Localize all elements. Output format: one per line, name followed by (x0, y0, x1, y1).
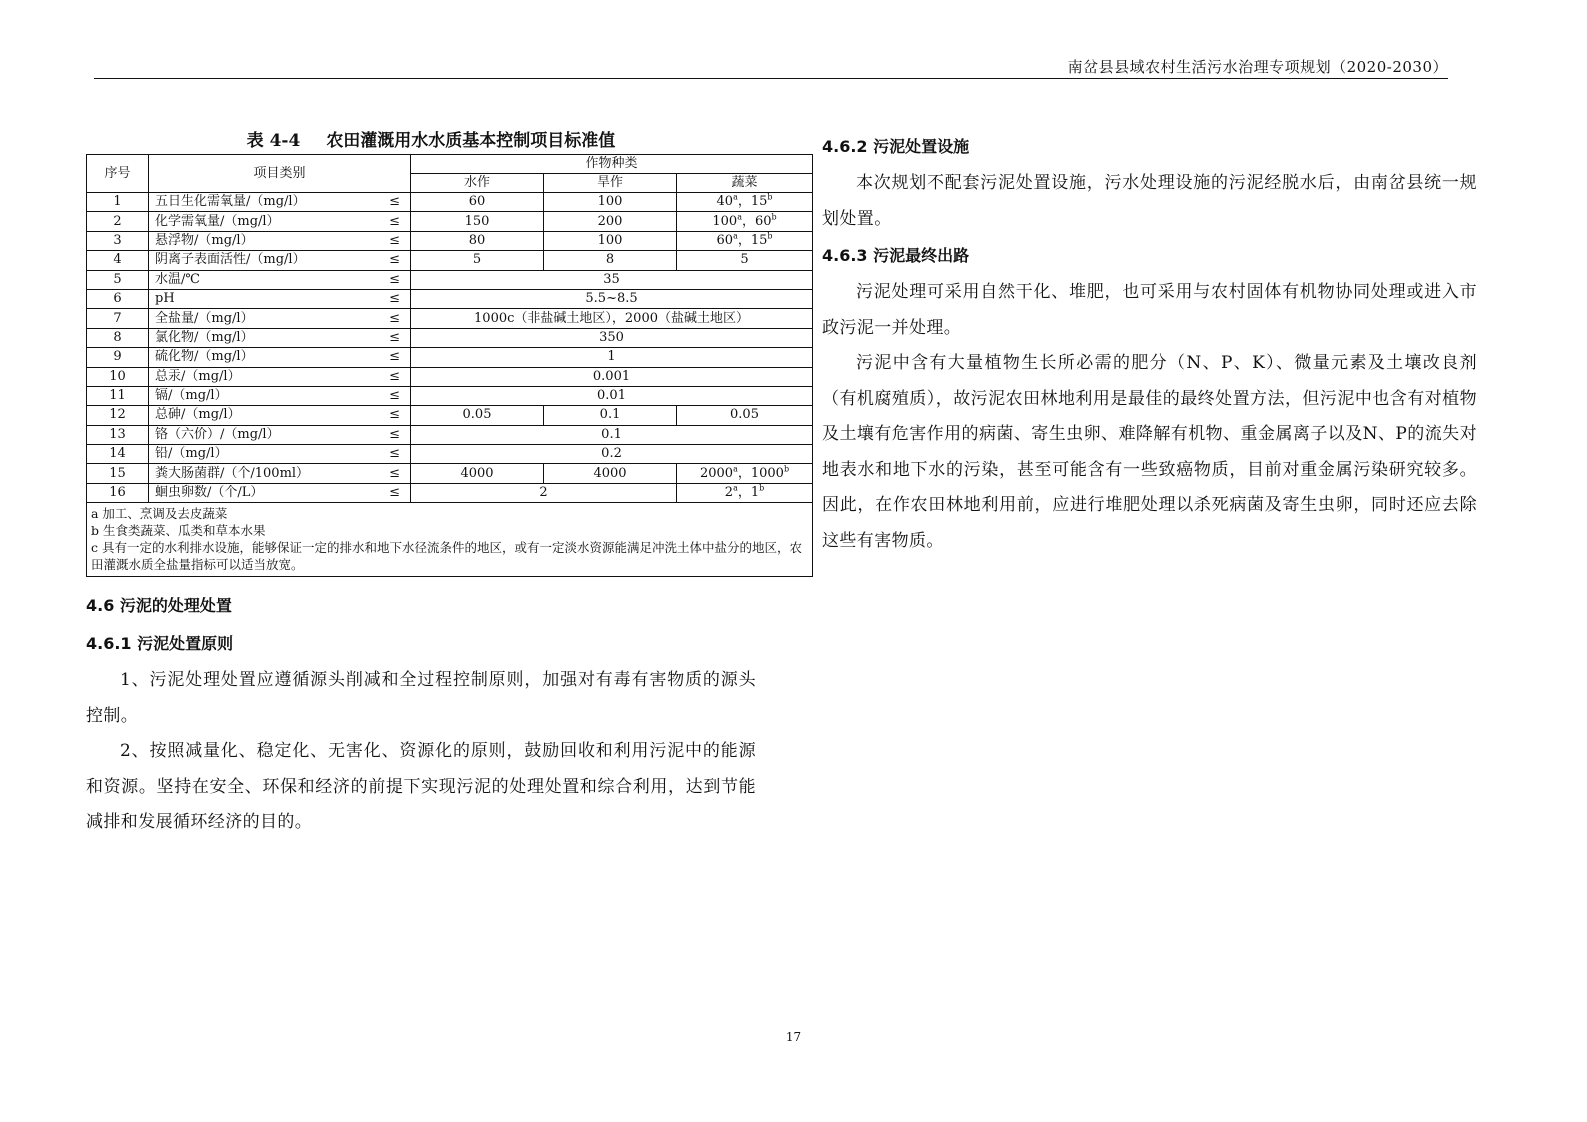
cell-all-crops: 1 (411, 348, 813, 367)
heading-4-6-3: 4.6.3 污泥最终出路 (822, 246, 970, 265)
cell-veg: 0.05 (677, 406, 813, 425)
cell-le-sign: ≤ (341, 309, 411, 328)
cell-item-name: 全盐量/（mg/l） (149, 309, 341, 328)
header-dry: 旱作 (544, 174, 677, 193)
header-seq: 序号 (87, 155, 149, 193)
cell-water: 150 (411, 212, 544, 231)
cell-all-crops: 350 (411, 328, 813, 347)
cell-veg: 5 (677, 251, 813, 270)
cell-all-crops: 0.1 (411, 425, 813, 444)
header-crop: 作物种类 (411, 155, 813, 174)
veg-value-a: 60 (716, 232, 734, 248)
cell-seq: 6 (87, 289, 149, 308)
veg-value-a: 2 (724, 485, 734, 501)
cell-veg (677, 483, 813, 502)
cell-seq: 11 (87, 386, 149, 405)
veg-value-b: ，60 (741, 213, 772, 229)
cell-le-sign: ≤ (341, 231, 411, 250)
cell-seq: 1 (87, 193, 149, 212)
table-row (87, 328, 813, 347)
cell-seq: 7 (87, 309, 149, 328)
cell-le-sign: ≤ (341, 193, 411, 212)
cell-dry: 0.1 (544, 406, 677, 425)
table-caption (106, 128, 756, 154)
cell-seq: 9 (87, 348, 149, 367)
table-note: a 加工、烹调及去皮蔬菜 (91, 506, 228, 522)
table-number: 表 4-4 (246, 131, 301, 151)
table-row (87, 193, 813, 212)
cell-item-name: 氯化物/（mg/l） (149, 328, 341, 347)
table-row (87, 212, 813, 231)
cell-item-name: 铬（六价）/（mg/l） (149, 425, 341, 444)
cell-dry: 200 (544, 212, 677, 231)
cell-veg (677, 231, 813, 250)
cell-le-sign: ≤ (341, 406, 411, 425)
superscript-b: b (771, 212, 777, 222)
running-header: 南岔县县域农村生活污水治理专项规划（2020-2030） (1067, 58, 1448, 76)
cell-item-name: 铅/（mg/l） (149, 445, 341, 464)
veg-value-b: ，1000 (737, 465, 784, 481)
cell-dry: 100 (544, 193, 677, 212)
veg-value-a: 2000 (699, 465, 734, 481)
header-veg: 蔬菜 (677, 174, 813, 193)
superscript-a: a (733, 483, 738, 493)
cell-seq: 13 (87, 425, 149, 444)
table-row (87, 367, 813, 386)
cell-item-name: 镉/（mg/l） (149, 386, 341, 405)
table-row (87, 464, 813, 483)
cell-water: 60 (411, 193, 544, 212)
table-row (87, 289, 813, 308)
superscript-b: b (767, 231, 773, 241)
cell-le-sign: ≤ (341, 464, 411, 483)
table-row (87, 251, 813, 270)
cell-le-sign: ≤ (341, 348, 411, 367)
superscript-a: a (737, 212, 742, 222)
table-row (87, 425, 813, 444)
heading-4-6-2: 4.6.2 污泥处置设施 (822, 137, 970, 156)
table-title: 农田灌溉用水水质基本控制项目标准值 (326, 131, 616, 151)
cell-seq: 3 (87, 231, 149, 250)
cell-veg (677, 193, 813, 212)
cell-seq: 12 (87, 406, 149, 425)
cell-le-sign: ≤ (341, 251, 411, 270)
cell-item-name: 蛔虫卵数/（个/L） (149, 483, 341, 502)
cell-item-name: 化学需氧量/（mg/l） (149, 212, 341, 231)
cell-item-name: 悬浮物/（mg/l） (149, 231, 341, 250)
table-row (87, 231, 813, 250)
cell-le-sign: ≤ (341, 386, 411, 405)
cell-dry: 4000 (544, 464, 677, 483)
table-note: c 具有一定的水利排水设施，能够保证一定的排水和地下水径流条件的地区，或有一定淡水资源能满足冲洗土体中盐分的地区，农田灌溉水质全盐量指标可以适当放宽。 (91, 540, 802, 573)
cell-le-sign: ≤ (341, 425, 411, 444)
cell-seq: 15 (87, 464, 149, 483)
paragraph-4-6-3-2: 污泥中含有大量植物生长所必需的肥分（N、P、K）、微量元素及土壤改良剂（有机腐殖质），故污泥农田林地利用是最佳的最终处置方法，但污泥中也含有对植物及土壤有危害作用的病菌、寄生虫卵、难降解有机物、重金属离子以及N、P的流失对地表水和地下水的污染，甚至可能含有一些致癌物质，目前对重金属污染研究较多。因此，在作农田林地利用前，应进行堆肥处理以杀死病菌及寄生虫卵，同时还应去除这些有害物质。 (822, 353, 1477, 551)
cell-water: 0.05 (411, 406, 544, 425)
cell-all-crops: 35 (411, 270, 813, 289)
cell-all-crops: 0.2 (411, 445, 813, 464)
table-notes (87, 503, 813, 577)
cell-item-name: 五日生化需氧量/（mg/l） (149, 193, 341, 212)
cell-seq: 16 (87, 483, 149, 502)
cell-item-name: 粪大肠菌群/（个/100ml） (149, 464, 341, 483)
cell-le-sign: ≤ (341, 328, 411, 347)
standards-table (86, 154, 813, 577)
paragraph-4-6-3-1: 污泥处理可采用自然干化、堆肥，也可采用与农村固体有机物协同处理或进入市政污泥一并处理。 (822, 282, 1477, 338)
cell-seq: 2 (87, 212, 149, 231)
cell-veg (677, 464, 813, 483)
cell-item-name: 硫化物/（mg/l） (149, 348, 341, 367)
paragraph-4-6-2: 本次规划不配套污泥处置设施，污水处理设施的污泥经脱水后，由南岔县统一规划处置。 (822, 173, 1477, 229)
cell-item-name: pH (149, 289, 341, 308)
header-item: 项目类别 (149, 155, 411, 193)
cell-dry: 100 (544, 231, 677, 250)
veg-value-b: ，15 (737, 232, 768, 248)
header-rule (94, 78, 1448, 79)
cell-dry: 8 (544, 251, 677, 270)
cell-le-sign: ≤ (341, 289, 411, 308)
veg-value-b: ，1 (737, 485, 760, 501)
heading-4-6-1: 4.6.1 污泥处置原则 (86, 634, 234, 654)
table-row (87, 445, 813, 464)
cell-le-sign: ≤ (341, 367, 411, 386)
veg-value-a: 40 (716, 194, 734, 210)
superscript-b: b (759, 483, 765, 493)
cell-all-crops: 0.01 (411, 386, 813, 405)
table-row (87, 406, 813, 425)
cell-seq: 5 (87, 270, 149, 289)
cell-water: 5 (411, 251, 544, 270)
table-header-row-1 (87, 155, 813, 174)
table-row (87, 270, 813, 289)
cell-all-crops: 0.001 (411, 367, 813, 386)
table-note: b 生食类蔬菜、瓜类和草本水果 (91, 523, 266, 539)
header-water: 水作 (411, 174, 544, 193)
cell-le-sign: ≤ (341, 445, 411, 464)
table-row (87, 483, 813, 502)
cell-item-name: 水温/℃ (149, 270, 341, 289)
cell-le-sign: ≤ (341, 212, 411, 231)
superscript-b: b (767, 192, 773, 202)
cell-le-sign: ≤ (341, 483, 411, 502)
superscript-a: a (733, 192, 738, 202)
cell-item-name: 阴离子表面活性/（mg/l） (149, 251, 341, 270)
cell-all-crops: 1000c（非盐碱土地区），2000（盐碱土地区） (411, 309, 813, 328)
superscript-a: a (733, 464, 738, 474)
cell-seq: 10 (87, 367, 149, 386)
cell-seq: 8 (87, 328, 149, 347)
cell-le-sign: ≤ (341, 270, 411, 289)
paragraph-4-6-1-2: 2、按照减量化、稳定化、无害化、资源化的原则，鼓励回收和利用污泥中的能源和资源。坚持在安全、环保和经济的前提下实现污泥的处理处置和综合利用，达到节能减排和发展循环经济的目的。 (86, 741, 756, 833)
table-row (87, 309, 813, 328)
cell-water-dry: 2 (411, 483, 677, 502)
cell-item-name: 总砷/（mg/l） (149, 406, 341, 425)
cell-seq: 14 (87, 445, 149, 464)
cell-water: 80 (411, 231, 544, 250)
table-notes-row (87, 503, 813, 577)
superscript-a: a (733, 231, 738, 241)
veg-value-a: 100 (712, 213, 738, 229)
cell-seq: 4 (87, 251, 149, 270)
left-column (86, 128, 802, 841)
veg-value-b: ，15 (737, 194, 768, 210)
cell-item-name: 总汞/（mg/l） (149, 367, 341, 386)
table-row (87, 386, 813, 405)
right-column (822, 128, 1477, 559)
heading-4-6: 4.6 污泥的处理处置 (86, 596, 232, 616)
cell-veg (677, 212, 813, 231)
table-row (87, 348, 813, 367)
cell-all-crops: 5.5~8.5 (411, 289, 813, 308)
page-number: 17 (785, 1030, 802, 1044)
cell-water: 4000 (411, 464, 544, 483)
paragraph-4-6-1-1: 1、污泥处理处置应遵循源头削减和全过程控制原则，加强对有毒有害物质的源头控制。 (86, 670, 756, 726)
superscript-b: b (783, 464, 790, 474)
